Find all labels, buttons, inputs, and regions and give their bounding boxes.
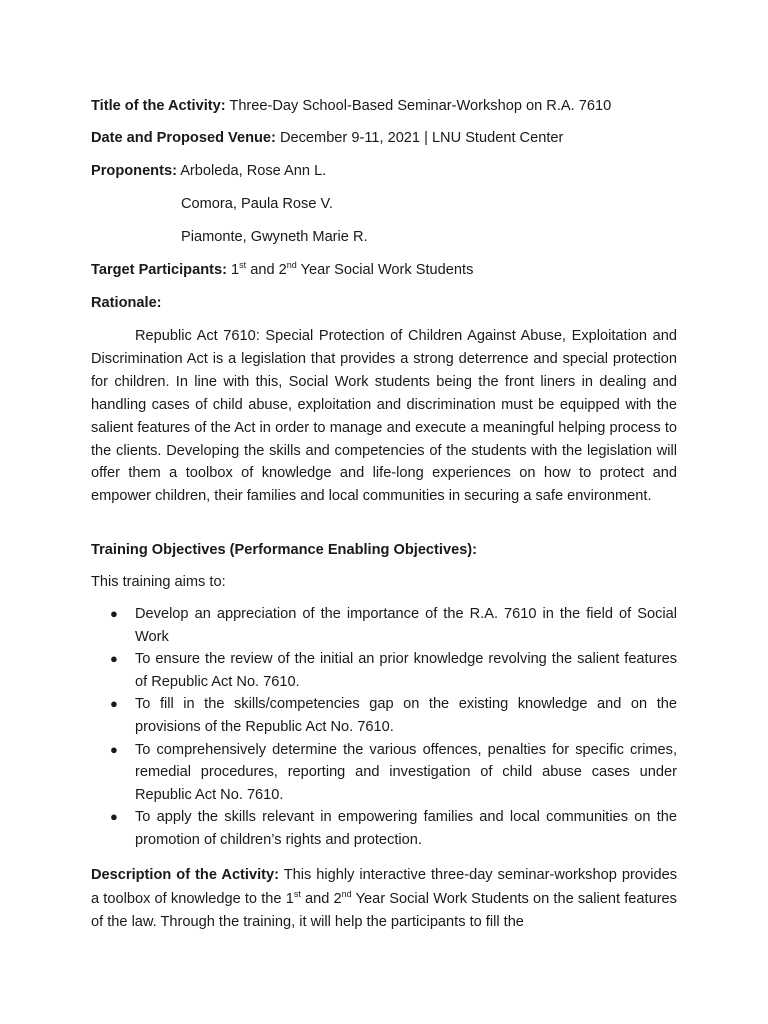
list-item-text: Develop an appreciation of the importance of the R.A. 7610 in the field of Social Work	[135, 606, 677, 645]
bullet-icon: ●	[110, 809, 118, 825]
target-participants-label: Target Participants:	[91, 262, 227, 278]
superscript: nd	[286, 260, 297, 270]
participants-text: 1	[231, 262, 240, 278]
activity-title-label: Title of the Activity:	[91, 98, 226, 114]
proponents-label: Proponents:	[91, 163, 177, 179]
participants-text: and 2	[250, 262, 287, 278]
description-paragraph	[91, 864, 677, 935]
rationale-paragraph	[91, 325, 677, 508]
activity-title-line	[91, 96, 611, 116]
proponent-name: Comora, Paula Rose V.	[181, 196, 333, 212]
list-item-text: To fill in the skills/competencies gap on the existing knowledge and on the provisions of the Republic Act No. 7610.	[135, 696, 677, 735]
proponent-name: Piamonte, Gwyneth Marie R.	[181, 229, 368, 245]
date-venue-line	[91, 128, 563, 148]
list-item-text: To comprehensively determine the various offences, penalties for specific crimes, remedial procedures, reporting and investigation of child abuse cases under Republic Act No. 7610.	[135, 741, 677, 803]
description-text: Year Social Work Students on the salient features of the law. Through the training, it will help the participants to fill the	[91, 890, 677, 930]
date-venue-value: December 9-11, 2021 | LNU Student Center	[279, 130, 564, 146]
list-item	[91, 739, 677, 807]
list-item	[91, 693, 677, 738]
objectives-list	[91, 603, 677, 852]
description-text: and 2	[305, 890, 342, 907]
rationale-text: Republic Act 7610: Special Protection of Children Against Abuse, Exploitation and Discrimination Act is a legislation that provides a strong deterrence and special protection for children. In line with this, Social Work students being the front liners in dealing and handling cases of child abuse, exploitation and discrimination must be equipped with the salient features of the Act in order to manage and execute a meaningful helping process to the clients. Developing the skills and competencies of the students with the legislation will offer them a toolbox of knowledge and life-long experiences on how to protect and empower children, their families and local communities in securing a safe environment.	[91, 328, 677, 505]
list-item	[91, 603, 677, 648]
list-item	[91, 648, 677, 693]
target-participants-line	[91, 260, 473, 280]
list-item	[91, 806, 677, 851]
bullet-icon: ●	[110, 741, 118, 757]
superscript: st	[239, 260, 247, 270]
proponents-line	[91, 161, 326, 181]
activity-title-value: Three-Day School-Based Seminar-Workshop on R.A. 7610	[229, 98, 612, 114]
bullet-icon: ●	[110, 696, 118, 712]
objectives-heading: Training Objectives (Performance Enabling Objectives):	[91, 542, 478, 558]
description-text: This highly interactive three-day seminar-workshop provides a toolbox of knowledge to the 1	[91, 867, 677, 907]
list-item-text: To ensure the review of the initial an prior knowledge revolving the salient features of Republic Act No. 7610.	[135, 651, 677, 690]
list-item-text: To apply the skills relevant in empowering families and local communities on the promotion of children’s rights and protection.	[135, 809, 677, 848]
bullet-icon: ●	[110, 606, 118, 621]
date-venue-label: Date and Proposed Venue:	[91, 130, 276, 146]
bullet-icon: ●	[110, 651, 118, 667]
participants-text: Year Social Work Students	[300, 262, 474, 278]
description-label: Description of the Activity:	[91, 867, 279, 883]
objectives-intro: This training aims to:	[91, 574, 226, 590]
proponent-name: Arboleda, Rose Ann L.	[180, 163, 327, 179]
rationale-heading: Rationale:	[91, 295, 162, 311]
superscript: st	[293, 888, 301, 899]
superscript: nd	[341, 888, 352, 899]
